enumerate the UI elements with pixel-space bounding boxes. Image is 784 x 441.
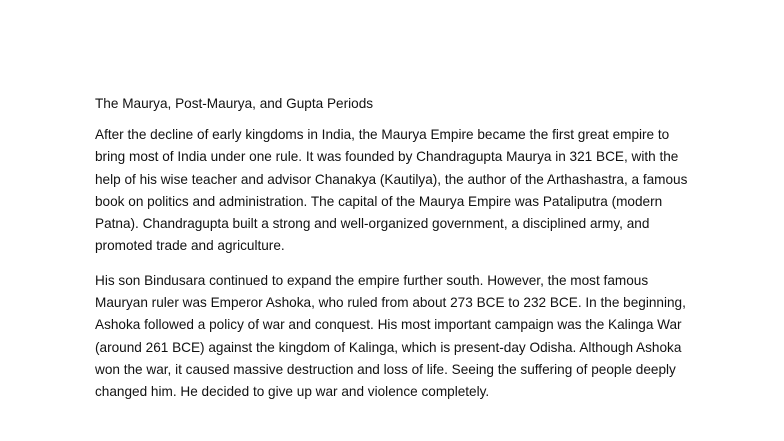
paragraph-ashoka: His son Bindusara continued to expand the empire further south. However, the most famous Mauryan ruler was Emperor Ashoka, who ruled from about 273 BCE to 232 BCE. In the beginning, Ashoka followed a policy of war and conquest. His most important campaign was the Kalinga War (around 261 BCE) against the kingdom of Kalinga, which is present-day Odisha. Although Ashoka won the war, it caused massive destruction and loss of life. Seeing the suffering of people deeply changed him. He decided to give up war and violence completely. bbox=[95, 272, 686, 400]
document-heading: The Maurya, Post-Maurya, and Gupta Periods bbox=[95, 96, 374, 111]
paragraph-maurya-empire: After the decline of early kingdoms in India, the Maurya Empire became the first great empire to bring most of India under one rule. It was founded by Chandragupta Maurya in 321 BCE, with the help of his wise teacher and advisor Chanakya (Kautilya), the author of the Arthashastra, a famous book on politics and administration. The capital of the Maurya Empire was Pataliputra (modern Patna). Chandragupta built a strong and well-organized government, a disciplined army, and promoted trade and agriculture. bbox=[95, 127, 688, 254]
document-body bbox=[95, 94, 695, 416]
